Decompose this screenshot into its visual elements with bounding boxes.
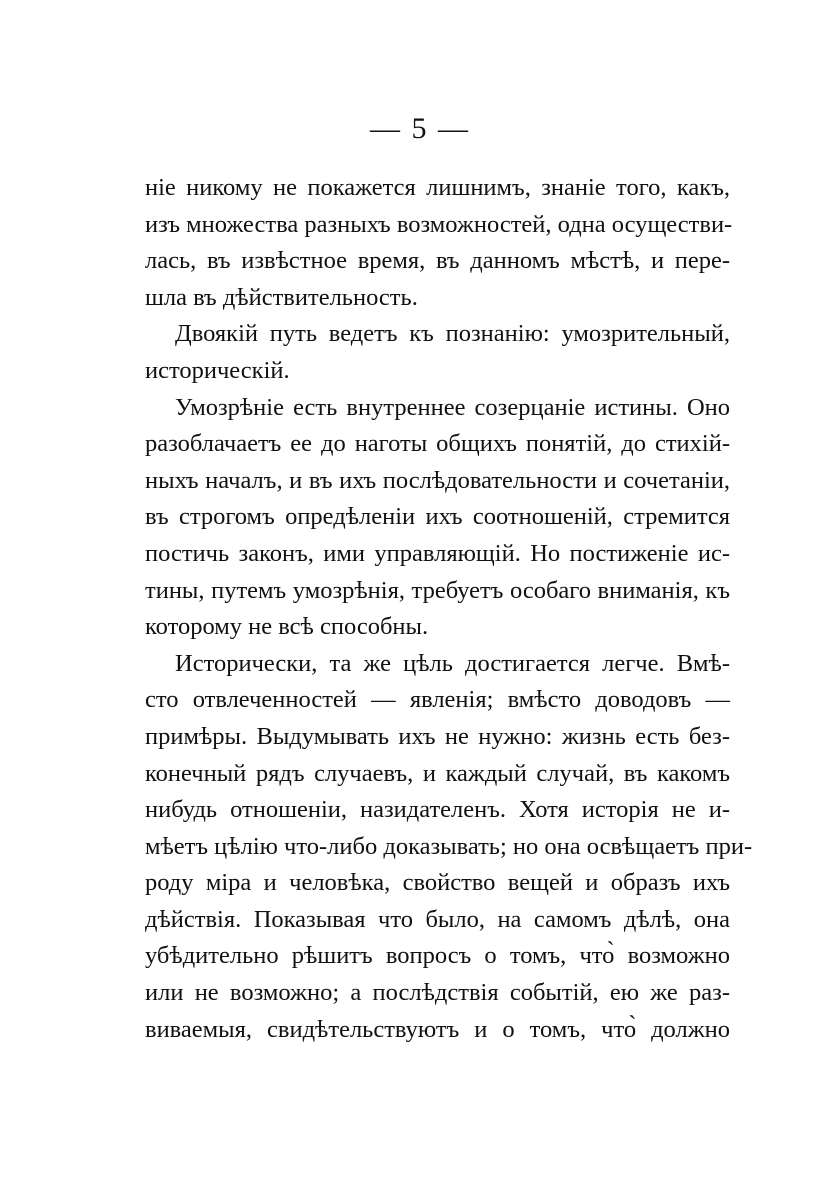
body-text xyxy=(145,170,753,1048)
text-line: конечный рядъ случаевъ, и каждый случай, въ какомъ xyxy=(145,759,730,787)
text-line: Исторически, та же цѣль достигается легче. Вмѣ- xyxy=(175,649,730,677)
paragraph-3 xyxy=(145,390,730,646)
text-line: виваемыя, свидѣтельствуютъ и о томъ, что̀ должно xyxy=(145,1015,730,1043)
text-line: тины, путемъ умозрѣнія, требуетъ особаго вниманія, къ xyxy=(145,576,730,604)
text-line: Двоякій путь ведетъ къ познанію: умозрительный, xyxy=(175,320,730,348)
text-line: мѣетъ цѣлію что-либо доказывать; но она освѣщаетъ при- xyxy=(145,832,753,860)
paragraph-1 xyxy=(145,170,733,316)
text-line: роду міра и человѣка, свойство вещей и образъ ихъ xyxy=(145,869,730,897)
page-number: — 5 — xyxy=(370,112,470,145)
text-line: или не возможно; а послѣдствія событій, ею же раз- xyxy=(145,979,730,1007)
text-line: шла въ дѣйствительность. xyxy=(145,283,418,311)
text-line: историческій. xyxy=(145,356,290,384)
paragraph-4 xyxy=(145,646,753,1049)
paragraph-2 xyxy=(145,316,730,389)
text-line: постичь законъ, ими управляющій. Но постиженіе ис- xyxy=(145,539,730,567)
text-line: лась, въ извѣстное время, въ данномъ мѣстѣ, и пере- xyxy=(145,247,730,275)
text-line: сто отвлеченностей — явленія; вмѣсто доводовъ — xyxy=(145,686,730,714)
text-line: въ строгомъ опредѣленіи ихъ соотношеній, стремится xyxy=(145,503,730,531)
text-line: убѣдительно рѣшитъ вопросъ о томъ, что̀ возможно xyxy=(145,942,730,970)
text-line: ніе никому не покажется лишнимъ, знаніе того, какъ, xyxy=(145,174,730,201)
text-line: изъ множества разныхъ возможностей, одна осуществи- xyxy=(145,210,733,238)
text-line: Умозрѣніе есть внутреннее созерцаніе истины. Оно xyxy=(175,393,730,421)
text-line: дѣйствія. Показывая что было, на самомъ дѣлѣ, она xyxy=(145,905,730,933)
text-line: ныхъ началъ, и въ ихъ послѣдовательности и сочетаніи, xyxy=(145,466,730,494)
text-line: примѣры. Выдумывать ихъ не нужно: жизнь есть без- xyxy=(145,722,730,750)
text-line: которому не всѣ способны. xyxy=(145,613,429,641)
text-line: нибудь отношеніи, назидателенъ. Хотя исторія не и- xyxy=(145,796,730,824)
text-line: разоблачаетъ ее до наготы общихъ понятій, до стихій- xyxy=(145,430,730,458)
